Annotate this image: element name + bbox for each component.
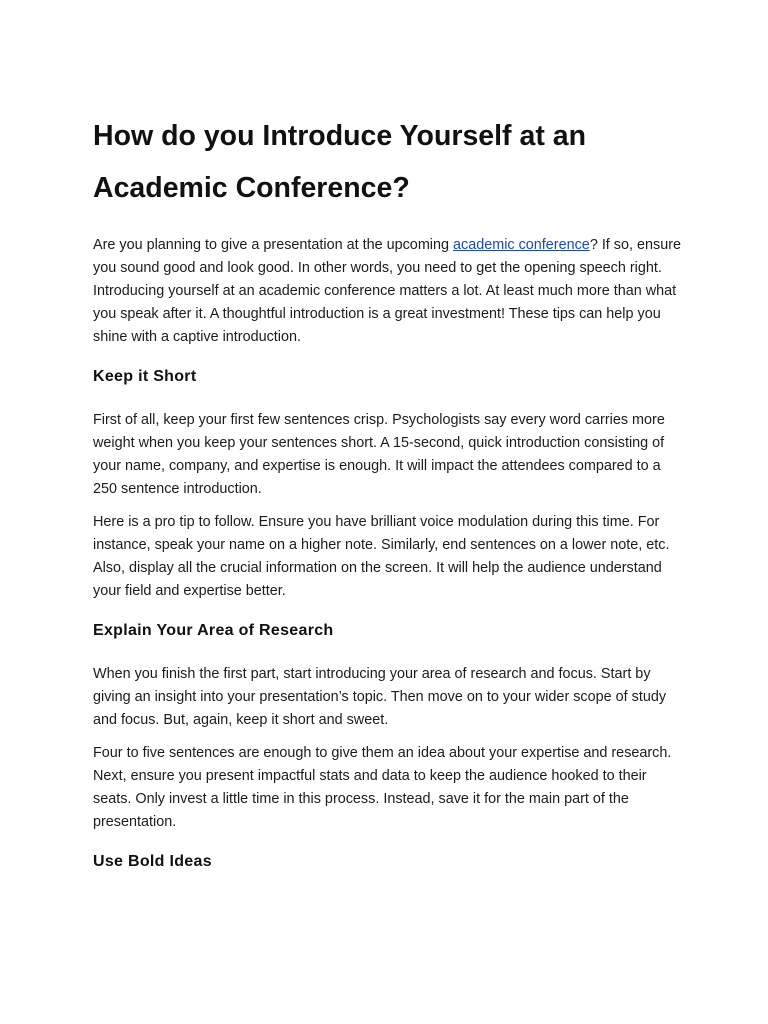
section-2-paragraph-1: When you finish the first part, start introducing your area of research and focus. Start by giving an insight into your presentation’s topic. Then move on to your wider scope of study and focus. But, again, keep it short and sweet. bbox=[93, 666, 667, 728]
section-heading-bold-ideas: Use Bold Ideas bbox=[93, 853, 212, 870]
section-heading-keep-it-short: Keep it Short bbox=[93, 368, 197, 385]
section-heading-explain-research: Explain Your Area of Research bbox=[93, 622, 334, 639]
intro-text-after: ? If so, ensure you sound good and look good. In other words, you need to get the opening speech right. Introducing yourself at an academic conference matters a lot. At least much more than what you speak after it. A thoughtful introduction is a great investment! These tips can help you shine with a captive introduction. bbox=[93, 237, 682, 345]
section-1-paragraph-1: First of all, keep your first few sentences crisp. Psychologists say every word carries more weight when you keep your sentences short. A 15-second, quick introduction consisting of your name, company, and expertise is enough. It will impact the attendees compared to a 250 sentence introduction. bbox=[93, 412, 665, 497]
section-2-paragraph-2: Four to five sentences are enough to give them an idea about your expertise and research. Next, ensure you present impactful stats and data to keep the audience hooked to their seats. Only invest a little time in this process. Instead, save it for the main part of the presentation. bbox=[93, 745, 672, 830]
academic-conference-link[interactable]: academic conference bbox=[453, 237, 590, 253]
page-title: How do you Introduce Yourself at an Academic Conference? bbox=[93, 120, 586, 204]
document-page bbox=[93, 110, 683, 874]
intro-paragraph bbox=[93, 234, 683, 349]
section-1-paragraph-2: Here is a pro tip to follow. Ensure you have brilliant voice modulation during this time. For instance, speak your name on a higher note. Similarly, end sentences on a lower note, etc. Also, display all the crucial information on the screen. It will help the audience understand your field and expertise better. bbox=[93, 514, 670, 599]
intro-text-before: Are you planning to give a presentation at the upcoming bbox=[93, 237, 454, 253]
